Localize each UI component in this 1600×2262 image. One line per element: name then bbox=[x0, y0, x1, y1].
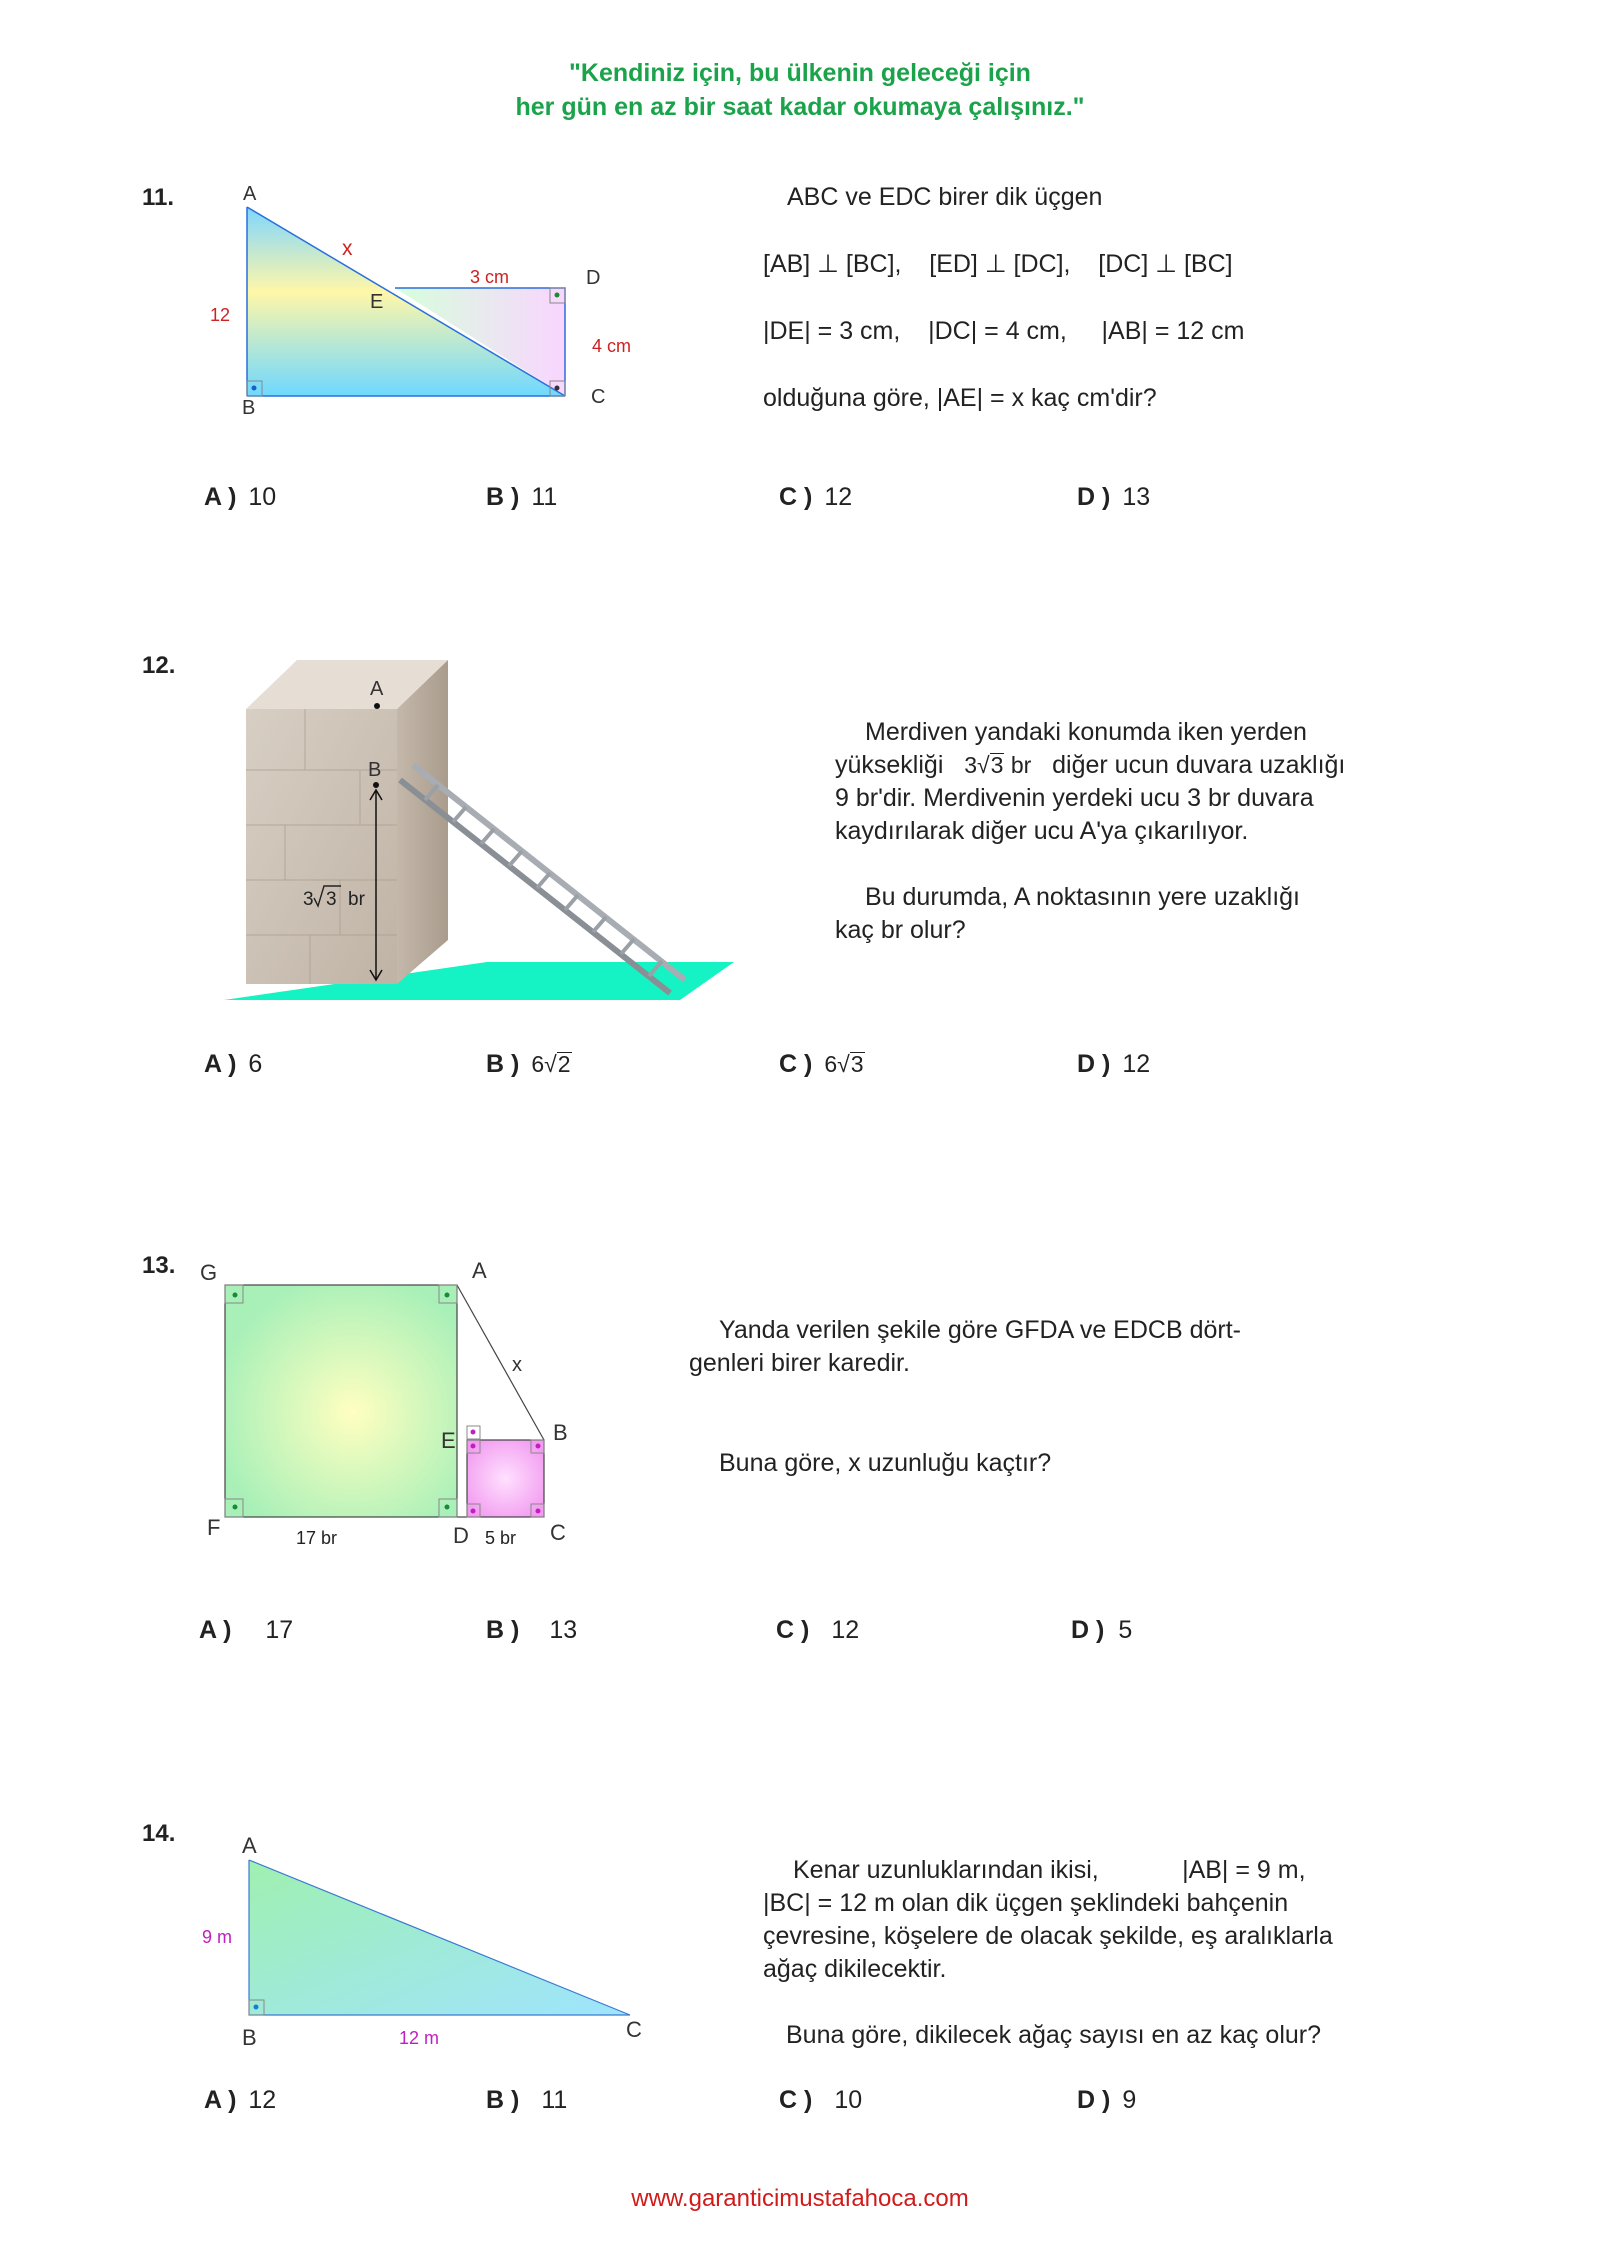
q11-option-a[interactable]: A ) 10 bbox=[204, 483, 277, 511]
q12-text-3: 9 br'dir. Merdivenin yerdeki ucu 3 br duvara bbox=[835, 784, 1314, 812]
header-quote bbox=[0, 56, 1600, 124]
q11-label-x: x bbox=[342, 237, 353, 260]
question-12-number: 12. bbox=[142, 652, 176, 679]
q11-label-ab: 12 bbox=[210, 305, 231, 325]
q13-label-x: x bbox=[512, 1354, 522, 1376]
q11-text-1: ABC ve EDC birer dik üçgen bbox=[787, 183, 1103, 211]
question-11-number: 11. bbox=[142, 184, 175, 211]
q13-label-f: F bbox=[207, 1515, 221, 1540]
q12-text-4: kaydırılarak diğer ucu A'ya çıkarılıyor. bbox=[835, 817, 1249, 845]
q13-label-c: C bbox=[550, 1520, 566, 1545]
wall-side bbox=[397, 660, 448, 984]
q12-height-unit: br bbox=[348, 889, 365, 910]
q13-label-d: D bbox=[453, 1523, 469, 1548]
q12-height-rad: 3 bbox=[326, 889, 337, 910]
q11-option-d[interactable]: D ) 13 bbox=[1077, 483, 1151, 511]
q12-option-c[interactable]: C ) 6√3 bbox=[779, 1050, 864, 1078]
question-13-number: 13. bbox=[142, 1252, 176, 1279]
q14-text-4: ağaç dikilecektir. bbox=[763, 1955, 947, 1983]
q11-text-4: olduğuna göre, |AE| = x kaç cm'dir? bbox=[763, 384, 1157, 412]
q12-text-1: Merdiven yandaki konumda iken yerden bbox=[865, 718, 1307, 746]
q12-option-b[interactable]: B ) 6√2 bbox=[486, 1050, 571, 1078]
q11-option-b[interactable]: B ) 11 bbox=[486, 483, 558, 511]
question-14-number: 14. bbox=[142, 1820, 176, 1847]
q12-figure bbox=[210, 650, 740, 1010]
q13-label-dc: 5 br bbox=[485, 1528, 517, 1548]
q14-label-c: C bbox=[626, 2017, 642, 2042]
q14-label-ab: 9 m bbox=[202, 1927, 233, 1947]
q11-label-a: A bbox=[243, 183, 257, 205]
q14-label-bc: 12 m bbox=[399, 2028, 440, 2048]
q11-label-de: 3 cm bbox=[470, 267, 510, 287]
q12-option-a[interactable]: A ) 6 bbox=[204, 1050, 263, 1078]
q11-label-b: B bbox=[242, 397, 256, 419]
q13-label-fd: 17 br bbox=[296, 1528, 338, 1548]
q14-label-b: B bbox=[242, 2025, 257, 2050]
q11-option-c[interactable]: C ) 12 bbox=[779, 483, 853, 511]
quote-line-1: "Kendiniz için, bu ülkenin geleceği için bbox=[569, 59, 1031, 87]
q11-text-2: [AB] ⊥ [BC], [ED] ⊥ [DC], [DC] ⊥ [BC] bbox=[763, 250, 1233, 278]
q11-label-dc: 4 cm bbox=[592, 336, 632, 356]
q11-figure bbox=[190, 180, 650, 420]
q14-text-3: çevresine, köşelere de olacak şekilde, eş aralıklarla bbox=[763, 1922, 1333, 1950]
q11-label-e: E bbox=[370, 291, 384, 313]
q13-text-3: Buna göre, x uzunluğu kaçtır? bbox=[719, 1449, 1052, 1477]
q14-text-1: Kenar uzunluklarından ikisi, |AB| = 9 m, bbox=[793, 1856, 1306, 1884]
q13-option-d[interactable]: D ) 5 bbox=[1071, 1616, 1133, 1644]
square-edcb bbox=[467, 1440, 544, 1517]
q13-label-g: G bbox=[200, 1260, 218, 1285]
q14-text-5: Buna göre, dikilecek ağaç sayısı en az kaç olur? bbox=[786, 2021, 1322, 2049]
q11-text-3: |DE| = 3 cm, |DC| = 4 cm, |AB| = 12 cm bbox=[763, 317, 1245, 345]
q11-label-c: C bbox=[591, 386, 606, 408]
q12-option-d[interactable]: D ) 12 bbox=[1077, 1050, 1151, 1078]
q13-text-2: genleri birer karedir. bbox=[689, 1349, 910, 1377]
q14-option-d[interactable]: D ) 9 bbox=[1077, 2086, 1137, 2114]
q12-text-2: yüksekliği 3√3 br diğer ucun duvara uzaklığı bbox=[835, 751, 1346, 779]
q12-label-a: A bbox=[370, 678, 384, 700]
q14-text-2: |BC| = 12 m olan dik üçgen şeklindeki bahçenin bbox=[763, 1889, 1289, 1917]
q12-label-b: B bbox=[368, 759, 382, 781]
q13-label-b: B bbox=[553, 1420, 568, 1445]
q13-option-b[interactable]: B ) 13 bbox=[486, 1616, 578, 1644]
q14-figure bbox=[190, 1820, 670, 2060]
q11-label-d: D bbox=[586, 267, 601, 289]
q13-option-c[interactable]: C ) 12 bbox=[776, 1616, 860, 1644]
q14-option-b[interactable]: B ) 11 bbox=[486, 2086, 568, 2114]
q12-text-6: kaç br olur? bbox=[835, 916, 966, 944]
q14-label-a: A bbox=[242, 1833, 257, 1858]
q13-option-a[interactable]: A ) 17 bbox=[199, 1616, 294, 1644]
q13-label-e: E bbox=[441, 1428, 456, 1453]
square-gfda bbox=[225, 1285, 457, 1517]
q13-text-1: Yanda verilen şekile göre GFDA ve EDCB dört- bbox=[719, 1316, 1241, 1344]
wall-front bbox=[246, 709, 397, 984]
quote-line-2: her gün en az bir saat kadar okumaya çalışınız." bbox=[515, 93, 1085, 121]
q12-height-coef: 3 bbox=[303, 889, 314, 910]
q14-option-c[interactable]: C ) 10 bbox=[779, 2086, 863, 2114]
q13-figure bbox=[190, 1250, 610, 1560]
q13-label-a: A bbox=[472, 1258, 487, 1283]
q14-option-a[interactable]: A ) 12 bbox=[204, 2086, 277, 2114]
q12-text-5: Bu durumda, A noktasının yere uzaklığı bbox=[865, 883, 1300, 911]
footer-url[interactable]: www.garanticimustafahoca.com bbox=[631, 2185, 969, 2212]
